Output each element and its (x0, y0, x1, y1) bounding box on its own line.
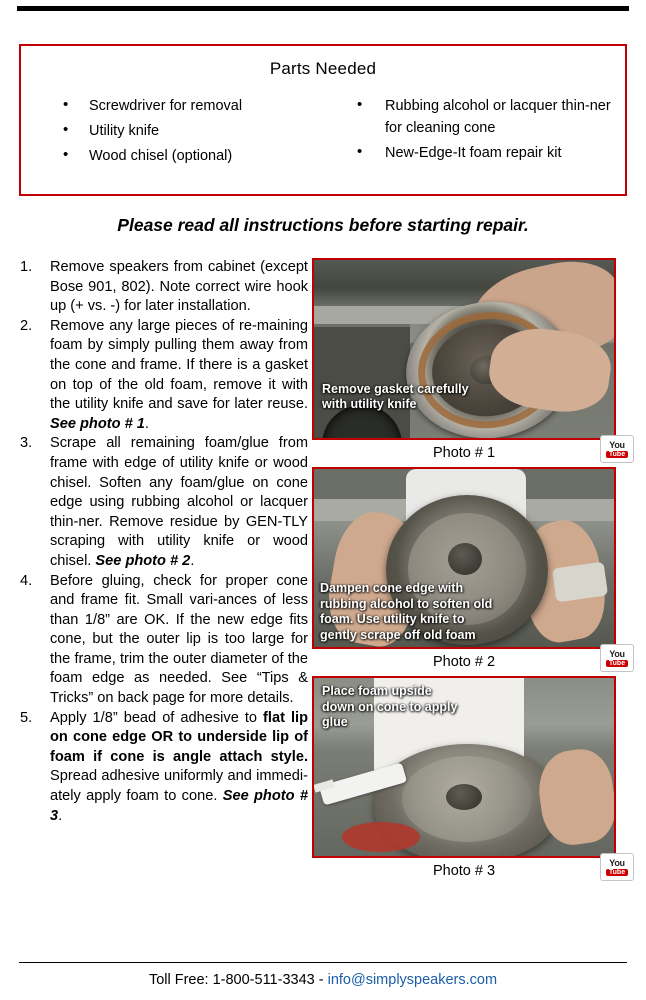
list-item (14, 317, 308, 435)
photo-2-caption: Photo # 2 (432, 654, 496, 670)
step-photo-ref: See photo # 3 (50, 788, 308, 824)
youtube-link-1[interactable] (600, 435, 634, 463)
parts-column-left (29, 95, 323, 170)
parts-list-left (51, 95, 323, 167)
steps-list (14, 258, 308, 826)
photo-block-2 (312, 467, 634, 670)
youtube-link-3[interactable] (600, 853, 634, 881)
list-item (51, 95, 323, 117)
step-text: Scrape all remaining foam/glue from frame with edge of utility knife or wood chisel. Soften any foam/glue on cone edge using rubbing alcohol or lacquer thin-ner. Remove residue by GEN-TLY scraping with utility knife or wood chisel. (50, 435, 308, 569)
bullet-icon: • (63, 121, 69, 138)
photo-block-3 (312, 676, 634, 879)
steps-column (14, 258, 308, 826)
list-item (51, 145, 323, 167)
alcohol-bottle (552, 562, 608, 603)
youtube-word: You (609, 439, 625, 450)
photo-1-caption: Photo # 1 (432, 445, 496, 461)
photo-3 (312, 676, 616, 858)
youtube-word: You (609, 648, 625, 659)
list-item (14, 572, 308, 709)
photo-1-overlay-text: Remove gasket carefully with utility knife (322, 382, 469, 411)
part-label: New-Edge-It foam repair kit (385, 145, 562, 161)
part-label: Rubbing alcohol or lacquer thin-ner for cleaning cone (385, 98, 611, 136)
bullet-icon: • (63, 96, 69, 113)
part-label: Wood chisel (optional) (89, 148, 233, 164)
step-emphasis: flat lip on cone edge OR to underside lip of foam if cone is angle attach style. (50, 709, 308, 765)
footer-divider (19, 962, 627, 963)
parts-needed-box (19, 44, 627, 196)
bullet-icon: • (357, 96, 363, 113)
parts-needed-title: Parts Needed (269, 59, 377, 78)
parts-columns (21, 95, 625, 170)
step-text: Before gluing, check for proper cone and frame fit. Small vari-ances of less than 1/8” are OK. If the new edge fits cone, but the outer lip is too large for the frame, trim the outer diameter of the foam edge as needed. See “Tips & Tricks” on back page for more details. (50, 572, 308, 707)
step-text: Remove any large pieces of re-maining foam by simply pulling them away from the cone and frame. If there is a gasket on top of the old foam, remove it with the utility knife and save for later reuse. (50, 317, 308, 413)
photo-3-overlay-text: Place foam upside down on cone to apply glue (322, 684, 458, 729)
step-text-end: . (144, 415, 149, 432)
part-label: Utility knife (89, 123, 160, 139)
photos-column (312, 258, 634, 885)
list-item (345, 95, 617, 139)
foam-surround (342, 822, 420, 852)
parts-column-right (323, 95, 617, 170)
youtube-tube: Tube (606, 869, 628, 876)
photo-2-overlay-text: Dampen cone edge with rubbing alcohol to soften old foam. Use utility knife to gently scrape off old foam (320, 581, 493, 642)
step-text: Remove speakers from cabinet (except Bose 901, 802). Note correct wire hook up (+ vs. -) for later installation. (50, 259, 308, 315)
step-text-cont: Spread adhesive uniformly and immedi-ately apply foam to cone. (50, 768, 308, 805)
footer-email-link[interactable]: info@simplyspeakers.com (327, 972, 498, 988)
youtube-tube: Tube (606, 451, 628, 458)
step-text-end: . (58, 807, 63, 824)
photo-3-caption: Photo # 3 (432, 863, 496, 879)
parts-list-right (345, 95, 617, 164)
bullet-icon: • (63, 146, 69, 163)
youtube-link-2[interactable] (600, 644, 634, 672)
list-item (14, 258, 308, 317)
step-photo-ref: See photo # 1 (50, 415, 145, 432)
photo-block-1 (312, 258, 634, 461)
footer (0, 972, 646, 988)
step-photo-ref: See photo # 2 (95, 552, 191, 569)
list-item (14, 434, 308, 571)
top-divider (17, 6, 629, 11)
dust-cap (446, 784, 482, 810)
step-text-end: . (190, 552, 195, 569)
footer-phone: Toll Free: 1-800-511-3343 - (148, 972, 328, 988)
youtube-word: You (609, 857, 625, 868)
youtube-tube: Tube (606, 660, 628, 667)
read-instructions-notice: Please read all instructions before starting repair. (117, 215, 529, 235)
list-item (345, 142, 617, 164)
part-label: Screwdriver for removal (89, 98, 243, 114)
dust-cap (448, 543, 482, 575)
list-item (14, 709, 308, 827)
step-text: Apply 1/8” bead of adhesive to (50, 709, 264, 726)
photo-1 (312, 258, 616, 440)
list-item (51, 120, 323, 142)
photo-2 (312, 467, 616, 649)
bullet-icon: • (357, 143, 363, 160)
